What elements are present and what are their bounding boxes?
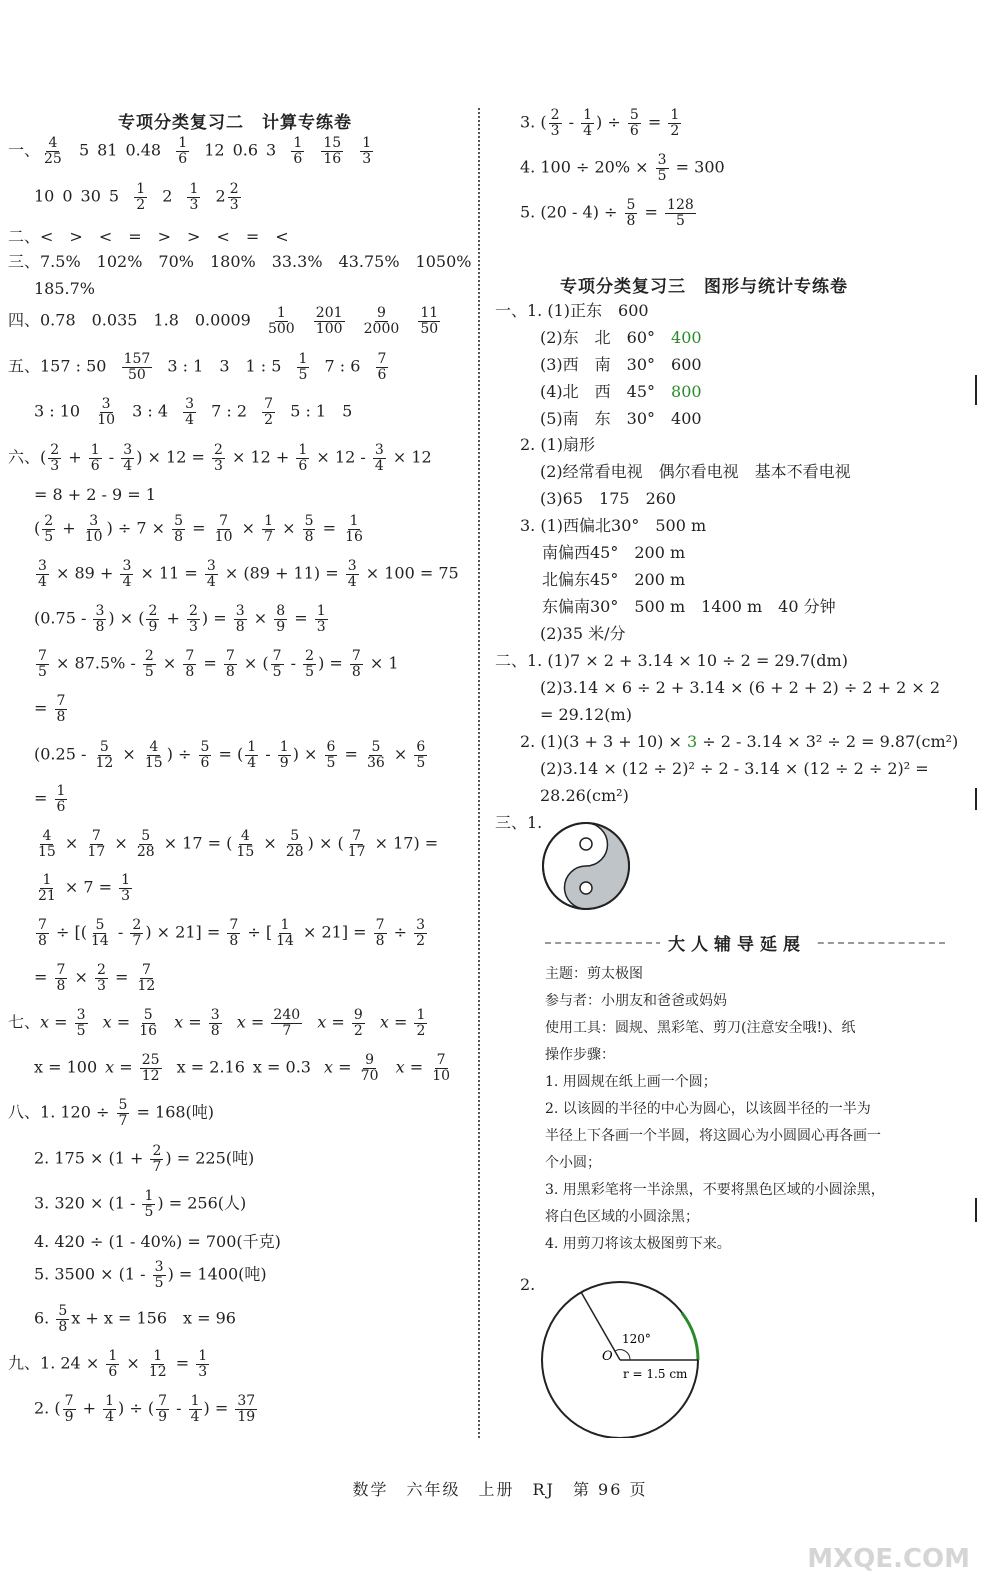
ext-g4: 操作步骤：: [545, 1047, 615, 1063]
extension-header: 大人辅导延展: [545, 930, 945, 956]
answer-e2: (2)3.14 × (12 ÷ 2)² ÷ 2 - 3.14 × (12 ÷ 2 ÷ 2)² =: [540, 759, 929, 778]
answer-a4: (4)北 西 45° 800: [540, 382, 702, 401]
answer-line-6-6b: = $\frac{1}{6}$: [34, 783, 66, 815]
answer-line-6-2: ( $\frac{2}{5}$ + $\frac{3}{10}$ ) ÷ 7 × $\frac{5}{8}$ = $\frac{7}{10}$ × $\frac{1}{7}$ × $\frac{5}{8}$ = $\frac{1}{16}$: [34, 513, 363, 545]
answer-c2: 南偏西45° 200 m: [542, 543, 686, 562]
ext-g6: 2. 以该圆的半径的中心为圆心，以该圆半径的一半为: [545, 1101, 871, 1117]
answer-line-7a: 七、x = $\frac{3}{5}$ x = $\frac{5}{16}$ x = $\frac{3}{8}$ x = $\frac{240}{7}$ x = $\frac{9}{2}$ x = $\frac{1}{2}$: [8, 1007, 426, 1039]
watermark: MXQE.COM: [807, 1544, 970, 1574]
answer-line-6-3: $\frac{3}{4}$ × 89 + $\frac{3}{4}$ × 11 = $\frac{3}{4}$ × (89 + 11) = $\frac{3}{4}$ × 100 = 75: [38, 558, 459, 590]
center-label: O: [602, 1349, 613, 1364]
answer-line-6-4: (0.75 - $\frac{3}{8}$ ) × ( $\frac{2}{9}$ + $\frac{2}{3}$ ) = $\frac{3}{8}$ × $\frac{8}{9}$ = $\frac{1}{3}$: [34, 603, 326, 635]
margin-mark: [975, 1198, 977, 1222]
answer-c3: 北偏东45° 200 m: [542, 570, 686, 589]
radius-label: r = 1.5 cm: [623, 1367, 688, 1381]
answer-line-9-1: 九、1. 24 × $\frac{1}{6}$ × $\frac{1}{12}$ = $\frac{1}{3}$: [8, 1348, 208, 1380]
answer-a3: (3)西 南 30° 600: [540, 355, 702, 374]
answer-line-6-5b: = $\frac{7}{8}$: [34, 693, 66, 725]
answer-line-6-8b: = $\frac{7}{8}$ × $\frac{2}{3}$ = $\frac{7}{12}$: [34, 962, 156, 994]
answer-d1: 二、1. (1)7 × 2 + 3.14 × 10 ÷ 2 = 29.7(dm): [495, 651, 848, 670]
answer-line-6-7: $\frac{4}{15}$ × $\frac{7}{17}$ × $\frac{5}{28}$ × 17 = ( $\frac{4}{15}$ × $\frac{5}{28}$ ) × ( $\frac{7}{17}$ × 17) =: [38, 828, 439, 860]
label: 一、: [8, 140, 41, 160]
answer-e1: 2. (1)(3 + 3 + 10) × 3 ÷ 2 - 3.14 × 3² ÷ 2 = 9.87(cm²): [520, 732, 959, 751]
answer-line-6-6: (0.25 - $\frac{5}{12}$ × $\frac{4}{15}$ ) ÷ $\frac{5}{6}$ = ( $\frac{1}{4}$ - $\frac{1}{9}$ ) × $\frac{6}{5}$ = $\frac{5}{36}$ × $\frac{6}{5}$: [34, 739, 426, 771]
answer-a5: (5)南 东 30° 400: [540, 409, 702, 428]
sector-figure: [538, 1278, 708, 1438]
section-title-geometry: 专项分类复习三 图形与统计专练卷: [560, 277, 848, 297]
margin-mark: [975, 375, 977, 405]
answer-line-8-6: 6. $\frac{5}{8}$ x + x = 156 x = 96: [34, 1303, 236, 1335]
angle-label: 120°: [622, 1332, 651, 1346]
answer-line-r3: 3. ( $\frac{2}{3}$ - $\frac{1}{4}$ ) ÷ $\frac{5}{6}$ = $\frac{1}{2}$: [520, 107, 680, 139]
ext-g1: 主题：剪太极图: [545, 966, 643, 982]
answer-f1: 三、1.: [495, 813, 543, 832]
answer-line-6-7b: $\frac{1}{21}$ × 7 = $\frac{1}{3}$: [38, 872, 131, 904]
taiji-figure: [540, 820, 632, 912]
answer-b3: (3)65 175 260: [540, 489, 677, 508]
answer-h1: 2.: [520, 1275, 536, 1294]
ext-g2: 参与者：小朋友和爸爸或妈妈: [545, 993, 727, 1009]
answer-line-r4: 4. 100 ÷ 20% × $\frac{3}{5}$ = 300: [520, 152, 725, 184]
answer-e3: 28.26(cm²): [540, 786, 629, 805]
ext-g7: 半径上下各画一个半圆，将这圆心为小圆圆心再各画一: [545, 1128, 881, 1144]
ext-g11: 4. 用剪刀将该太极图剪下来。: [545, 1236, 731, 1252]
ext-g8: 个小圆；: [545, 1155, 601, 1171]
answer-line-7b: x = 100 x = $\frac{25}{12}$ x = 2.16 x = 0.3 x = $\frac{9}{70}$ x = $\frac{7}{10}$: [34, 1052, 451, 1084]
answer-line-8-1: 八、1. 120 ÷ $\frac{5}{7}$ = 168(吨): [8, 1097, 215, 1129]
answer-c1: 3. (1)西偏北30° 500 m: [520, 516, 707, 535]
answer-line-8-4: 4. 420 ÷ (1 - 40%) = 700(千克): [34, 1232, 281, 1251]
answer-a1: 一、1. (1)正东 600: [495, 301, 649, 320]
margin-mark: [975, 788, 977, 810]
answer-line-1-2: 10 0 30 5 $\frac{1}{2}$ 2 $\frac{1}{3}$ 2 $\frac{2}{3}$: [34, 181, 239, 213]
answer-d2: (2)3.14 × 6 ÷ 2 + 3.14 × (6 + 2 + 2) ÷ 2 + 2 × 2: [540, 678, 941, 697]
answer-b2: (2)经常看电视 偶尔看电视 基本不看电视: [540, 462, 851, 481]
answer-c5: (2)35 米/分: [540, 624, 626, 643]
answer-line-8-5: 5. 3500 × (1 - $\frac{3}{5}$ ) = 1400(吨): [34, 1259, 267, 1291]
answer-line-r5: 5. (20 - 4) ÷ $\frac{5}{8}$ = $\frac{128}{5}$: [520, 197, 694, 229]
answer-line-8-3: 3. 320 × (1 - $\frac{1}{5}$ ) = 256(人): [34, 1188, 247, 1220]
ext-g10: 将白色区域的小圆涂黑；: [545, 1209, 699, 1225]
answer-line-5b: 3 : 10 $\frac{3}{10}$ 3 : 4 $\frac{3}{4}$ 7 : 2 $\frac{7}{2}$ 5 : 1 5: [34, 396, 353, 428]
answer-b1: 2. (1)扇形: [520, 435, 596, 454]
ext-g9: 3. 用黑彩笔将一半涂黑，不要将黑色区域的小圆涂黑，: [545, 1182, 885, 1198]
answer-line-9-2: 2. ( $\frac{7}{9}$ + $\frac{1}{4}$ ) ÷ ( $\frac{7}{9}$ - $\frac{1}{4}$ ) = $\frac{37}{19}$: [34, 1393, 256, 1425]
answer-line-6-1b: = 8 + 2 - 9 = 1: [34, 485, 156, 504]
answer-line-3b: 185.7%: [34, 279, 96, 298]
answer-line-8-2: 2. 175 × (1 + $\frac{2}{7}$ ) = 225(吨): [34, 1143, 255, 1175]
answer-line-6-5: $\frac{7}{5}$ × 87.5% - $\frac{2}{5}$ × $\frac{7}{8}$ = $\frac{7}{8}$ × ( $\frac{7}{5}$ - $\frac{2}{5}$ ) = $\frac{7}{8}$ × 1: [38, 648, 399, 680]
ext-g5: 1. 用圆规在纸上画一个圆；: [545, 1074, 717, 1090]
answer-line-6-1: 六、( $\frac{2}{3}$ + $\frac{1}{6}$ - $\frac{3}{4}$ ) × 12 = $\frac{2}{3}$ × 12 + $\frac{1}{6}$ × 12 - $\frac{3}{4}$ × 12: [8, 442, 432, 474]
page-footer: 数学 六年级 上册 RJ 第 96 页: [352, 1480, 648, 1499]
column-divider: [478, 108, 480, 1438]
answer-line-3a: 三、7.5% 102% 70% 180% 33.3% 43.75% 1050%: [8, 252, 472, 271]
answer-c4: 东偏南30° 500 m 1400 m 40 分钟: [542, 597, 836, 616]
answer-line-4: 四、0.78 0.035 1.8 0.0009 $\frac{1}{500}$ $\frac{201}{100}$ $\frac{9}{2000}$ $\frac{11}{50}$: [8, 305, 439, 337]
answer-line-1-1: 一、 $\frac{4}{25}$ 5 81 0.48 $\frac{1}{6}$ 12 0.6 3 $\frac{1}{6}$ $\frac{15}{16}$ $\frac{1}{3}$: [8, 135, 372, 167]
fraction: $\frac{4}{25}$: [44, 135, 62, 167]
answer-line-2: 二、< > < = > > < = <: [8, 227, 289, 246]
ext-g3: 使用工具：圆规、黑彩笔、剪刀(注意安全哦!)、纸: [545, 1020, 856, 1036]
answer-line-5a: 五、157 : 50 $\frac{157}{50}$ 3 : 1 3 1 : 5 $\frac{1}{5}$ 7 : 6 $\frac{7}{6}$: [8, 351, 387, 383]
answer-d3: = 29.12(m): [540, 705, 632, 724]
answer-a2: (2)东 北 60° 400: [540, 328, 702, 347]
answer-line-6-8: $\frac{7}{8}$ ÷ [( $\frac{5}{14}$ - $\frac{2}{7}$ ) × 21] = $\frac{7}{8}$ ÷ [ $\frac{1}{14}$ × 21] = $\frac{7}{8}$ ÷ $\frac{3}{2}$: [38, 917, 426, 949]
section-title-calc: 专项分类复习二 计算专练卷: [118, 113, 352, 133]
